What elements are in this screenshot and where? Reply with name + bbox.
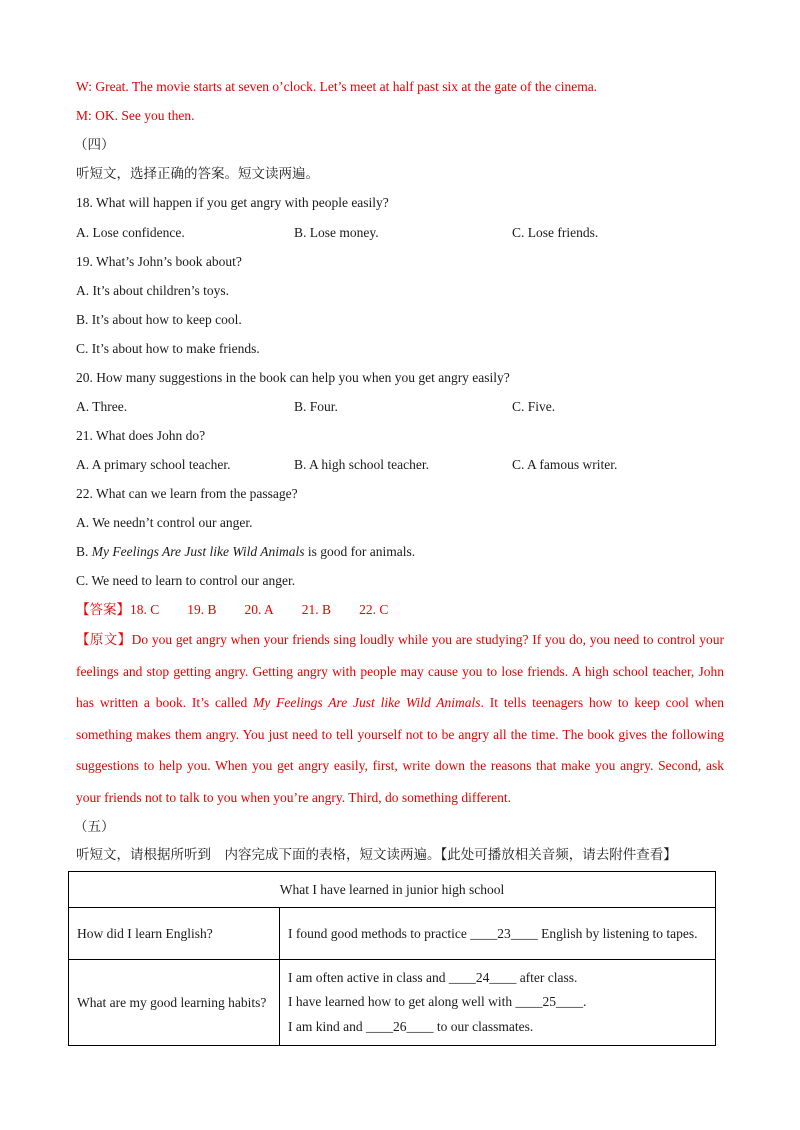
table-row-1-label: How did I learn English? — [69, 908, 280, 960]
answer-label: 【答案】 — [76, 602, 130, 617]
table-row-2-label: What are my good learning habits? — [69, 960, 280, 1046]
habit-line-2: I have learned how to get along well with ____25____. — [288, 994, 587, 1010]
answer-item: 18. C — [130, 602, 160, 617]
q18-option-c: C. Lose friends. — [512, 225, 599, 240]
section-5-heading: （五） — [74, 819, 115, 834]
q21-option-a: A. A primary school teacher. — [76, 457, 231, 472]
q19-option-b: B. It’s about how to keep cool. — [76, 312, 242, 327]
original-text — [76, 624, 724, 813]
dialogue-line-2: M: OK. See you then. — [76, 108, 195, 123]
q21-option-c: C. A famous writer. — [512, 457, 618, 472]
q19-option-c: C. It’s about how to make friends. — [76, 341, 260, 356]
habit-line-1: I am often active in class and ____24____ after class. — [288, 969, 578, 985]
answer-item: 22. C — [359, 602, 389, 617]
habit-line-3: I am kind and ____26____ to our classmates. — [288, 1018, 534, 1034]
q18-option-a: A. Lose confidence. — [76, 225, 185, 240]
q20-option-a: A. Three. — [76, 399, 128, 414]
original-text-part-2: . It tells teenagers how to keep cool when something makes them angry. You just need to tell yourself not to be angry all the time. The book gives the following suggestions to help you. When you get angry easily, first, write down the reasons that make you angry. Second, ask your friends not to talk to you when you’re angry. Third, do something different. — [76, 695, 724, 805]
answer-item: 19. B — [187, 602, 217, 617]
q22-option-b-prefix: B. — [76, 544, 92, 559]
q21-option-b: B. A high school teacher. — [294, 457, 429, 472]
question-22: 22. What can we learn from the passage? — [76, 486, 298, 501]
q20-option-c: C. Five. — [512, 399, 556, 414]
q19-option-a: A. It’s about children’s toys. — [76, 283, 229, 298]
section-4-heading: （四） — [74, 137, 115, 152]
book-title: My Feelings Are Just like Wild Animals — [91, 544, 305, 559]
q22-option-b — [76, 543, 415, 561]
answer-item: 21. B — [301, 602, 332, 617]
table-row-2-values — [280, 960, 716, 1046]
question-19: 19. What’s John’s book about? — [76, 254, 242, 269]
table-row-1-value: I found good methods to practice ____23____ English by listening to tapes. — [280, 908, 716, 960]
original-label: 【原文】 — [76, 632, 132, 647]
dialogue-line-1: W: Great. The movie starts at seven o’clock. Let’s meet at half past six at the gate of the cinema. — [76, 79, 598, 94]
q20-option-b: B. Four. — [294, 399, 338, 414]
question-18: 18. What will happen if you get angry with people easily? — [76, 195, 389, 210]
original-text-part-1: Do you get angry when your friends sing loudly while you are studying? If you do, you need to control your feelings and stop getting angry. Getting angry with people may cause you to lose friends. A high school teacher, John has written a book. It’s called — [76, 632, 725, 710]
question-20: 20. How many suggestions in the book can help you when you get angry easily? — [76, 370, 510, 385]
section-4-instruction: 听短文，选择正确的答案。短文读两遍。 — [76, 166, 319, 181]
learning-table — [68, 871, 716, 1046]
question-21: 21. What does John do? — [76, 428, 206, 443]
original-book-title: My Feelings Are Just like Wild Animals — [253, 695, 481, 710]
q22-option-c: C. We need to learn to control our anger. — [76, 573, 296, 588]
table-title: What I have learned in junior high school — [69, 872, 716, 908]
answer-item: 20. A — [244, 602, 274, 617]
q18-option-b: B. Lose money. — [294, 225, 379, 240]
answer-key — [76, 601, 416, 619]
q22-option-a: A. We needn’t control our anger. — [76, 515, 253, 530]
q22-option-b-suffix: is good for animals. — [307, 544, 416, 559]
section-5-instruction: 听短文，请根据所听到 内容完成下面的表格，短文读两遍。【此处可播放相关音频，请去附件查看】 — [76, 847, 677, 862]
